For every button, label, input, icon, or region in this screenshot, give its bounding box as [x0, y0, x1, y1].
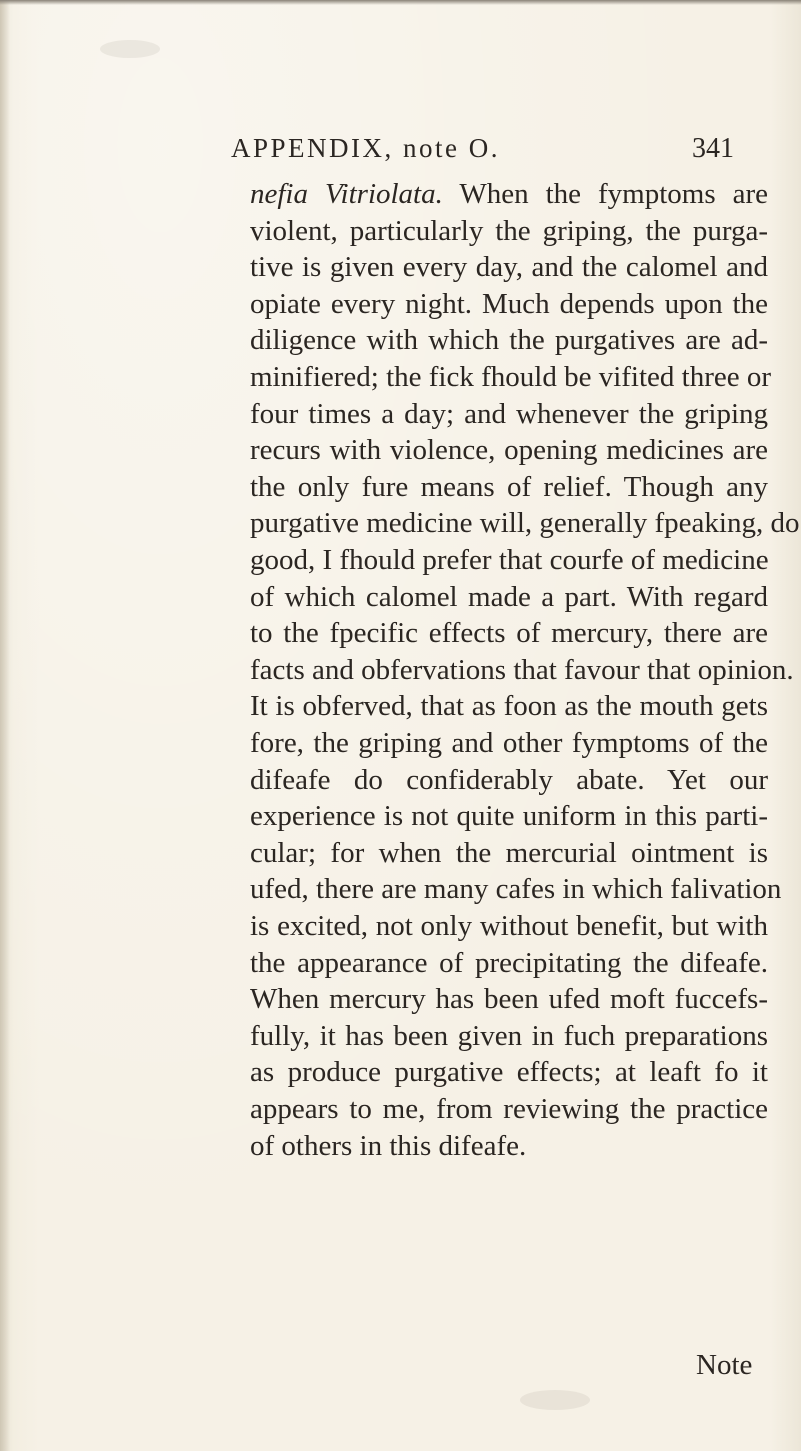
line-text: ufed, there are many cafes in which falivation — [250, 873, 782, 906]
page-top-edge — [0, 0, 801, 5]
paper-blemish — [100, 40, 160, 58]
text-line — [250, 1091, 768, 1127]
text-line — [250, 835, 768, 871]
text-line — [250, 688, 768, 724]
text-line — [250, 652, 794, 688]
line-text: experience is not quite uniform in this parti- — [250, 800, 768, 833]
page-number: 341 — [692, 133, 734, 164]
line-text: opiate every night. Much depends upon the — [250, 287, 768, 320]
text-line — [250, 945, 768, 981]
text-line — [250, 1128, 768, 1164]
text-line — [250, 1054, 768, 1090]
text-line — [250, 322, 768, 358]
text-line — [250, 505, 800, 541]
line-text: When mercury has been ufed moft fuccefs- — [250, 983, 768, 1016]
text-line — [250, 908, 768, 944]
text-line — [250, 469, 768, 505]
text-line — [250, 286, 768, 322]
line-text: appears to me, from reviewing the practice — [250, 1093, 768, 1125]
text-line — [250, 725, 768, 761]
line-text: fully, it has been given in fuch preparations — [250, 1019, 768, 1052]
line-text: good, I fhould prefer that courfe of medicine — [250, 544, 769, 576]
text-line — [250, 396, 768, 432]
binding-shadow — [0, 0, 10, 1451]
line-text: the appearance of precipitating the difeafe. — [250, 946, 768, 979]
text-line — [250, 249, 768, 285]
line-text: cular; for when the mercurial ointment is — [250, 836, 768, 869]
line-text: of which calomel made a part. With regard — [250, 580, 768, 613]
line-text: fore, the griping and other fymptoms of the — [250, 727, 768, 759]
line-text: the only fure means of relief. Though any — [250, 470, 768, 503]
text-line — [250, 213, 768, 249]
text-line — [250, 798, 768, 834]
catchword: Note — [696, 1349, 753, 1381]
line-text: diligence with which the purgatives are ad- — [250, 324, 768, 357]
text-line — [250, 615, 768, 651]
line-text: recurs with violence, opening medicines are — [250, 434, 768, 467]
text-line — [250, 981, 768, 1017]
paper-blemish — [520, 1390, 590, 1410]
text-line — [250, 542, 768, 578]
line-text: is excited, not only without benefit, but with — [250, 910, 768, 942]
running-head — [0, 133, 801, 177]
line-text: purgative medicine will, generally fpeaking, do — [250, 507, 800, 540]
italic-run: nefia Vitriolata. — [250, 178, 443, 210]
line-text: of others in this difeafe. — [250, 1129, 527, 1162]
line-text: as produce purgative effects; at leaft fo it — [250, 1056, 768, 1089]
text-line — [250, 762, 768, 798]
line-text: difeafe do confiderably abate. Yet our — [250, 763, 768, 796]
running-head-title: APPENDIX, note O. — [231, 133, 500, 163]
text-line — [250, 871, 782, 907]
line-text: to the fpecific effects of mercury, there are — [250, 617, 768, 650]
line-text: It is obferved, that as foon as the mouth gets — [250, 690, 768, 723]
text-line — [250, 579, 768, 615]
text-line — [250, 1018, 768, 1054]
line-text: When the fymptoms are — [442, 178, 769, 210]
text-line — [250, 432, 768, 468]
line-text: minifiered; the fick fhould be vifited three or — [250, 361, 772, 393]
line-text: four times a day; and whenever the griping — [250, 397, 768, 430]
line-text: facts and obfervations that favour that opinion. — [250, 653, 794, 686]
text-line — [250, 176, 768, 212]
line-text: tive is given every day, and the calomel and — [250, 251, 768, 284]
line-text: violent, particularly the griping, the purga- — [250, 214, 768, 247]
text-line — [250, 359, 772, 395]
